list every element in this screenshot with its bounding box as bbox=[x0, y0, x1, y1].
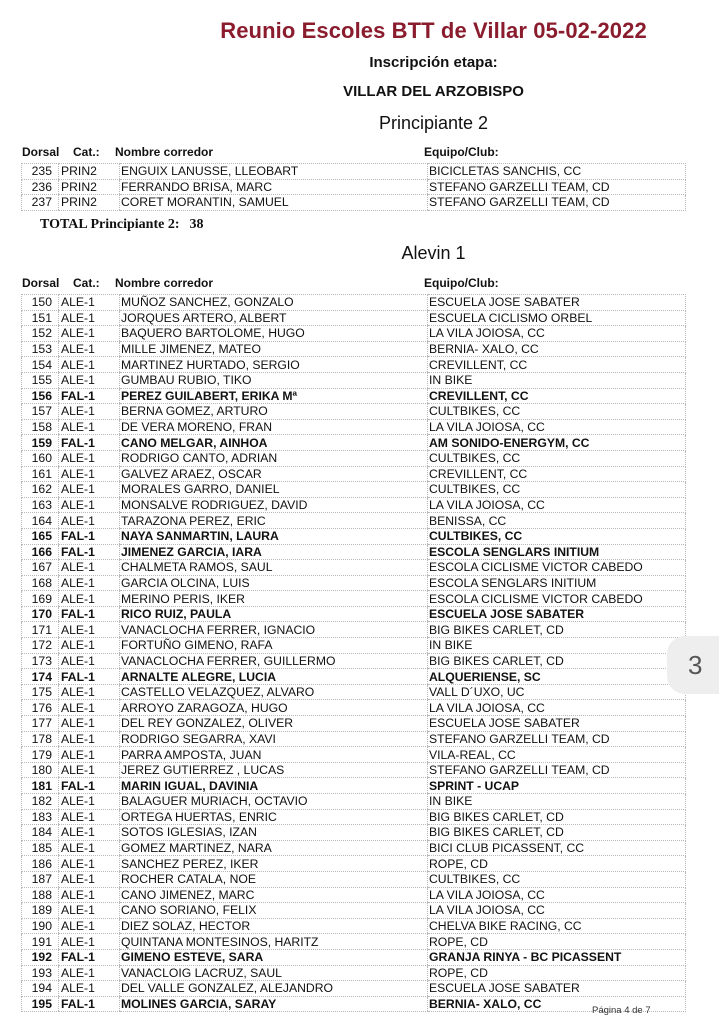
rider-name-cell: DE VERA MORENO, FRAN bbox=[120, 419, 428, 435]
rider-name-cell: DIEZ SOLAZ, HECTOR bbox=[120, 918, 428, 934]
rider-name-cell: RODRIGO CANTO, ADRIAN bbox=[120, 450, 428, 466]
category-cell: ALE-1 bbox=[59, 981, 120, 997]
category-cell: ALE-1 bbox=[59, 825, 120, 841]
category-cell: ALE-1 bbox=[59, 700, 120, 716]
category-cell: ALE-1 bbox=[59, 903, 120, 919]
dorsal-cell: 191 bbox=[22, 934, 59, 950]
category-cell: ALE-1 bbox=[59, 762, 120, 778]
dorsal-cell: 183 bbox=[22, 809, 59, 825]
club-cell: LA VILA JOIOSA, CC bbox=[428, 419, 686, 435]
document-title: Reunio Escoles BTT de Villar 05-02-2022 bbox=[220, 18, 647, 43]
dorsal-cell: 237 bbox=[22, 195, 59, 211]
category-cell: ALE-1 bbox=[59, 560, 120, 576]
club-cell: STEFANO GARZELLI TEAM, CD bbox=[428, 179, 686, 195]
category-cell: ALE-1 bbox=[59, 575, 120, 591]
table-row bbox=[22, 310, 686, 326]
club-cell: BICICLETAS SANCHIS, CC bbox=[428, 164, 686, 180]
dorsal-cell: 190 bbox=[22, 918, 59, 934]
category-cell: ALE-1 bbox=[59, 310, 120, 326]
header-cat: Cat.: bbox=[73, 145, 100, 159]
club-cell: ESCUELA JOSE SABATER bbox=[428, 295, 686, 311]
club-cell: CREVILLENT, CC bbox=[428, 466, 686, 482]
header-dorsal: Dorsal bbox=[22, 276, 60, 290]
header-club: Equipo/Club: bbox=[424, 145, 499, 159]
club-cell: LA VILA JOIOSA, CC bbox=[428, 497, 686, 513]
table-row bbox=[22, 871, 686, 887]
table-row bbox=[22, 747, 686, 763]
category-cell: ALE-1 bbox=[59, 622, 120, 638]
club-cell: ROPE, CD bbox=[428, 934, 686, 950]
rider-name-cell: TARAZONA PEREZ, ERIC bbox=[120, 513, 428, 529]
riders-table-principiante-2 bbox=[21, 163, 686, 211]
table-row bbox=[22, 497, 686, 513]
table-row bbox=[22, 762, 686, 778]
club-cell: LA VILA JOIOSA, CC bbox=[428, 326, 686, 342]
club-cell: STEFANO GARZELLI TEAM, CD bbox=[428, 731, 686, 747]
rider-name-cell: RODRIGO SEGARRA, XAVI bbox=[120, 731, 428, 747]
category-cell: ALE-1 bbox=[59, 794, 120, 810]
rider-name-cell: MOLINES GARCIA, SARAY bbox=[120, 996, 428, 1012]
rider-name-cell: FORTUÑO GIMENO, RAFA bbox=[120, 638, 428, 654]
dorsal-cell: 188 bbox=[22, 887, 59, 903]
club-cell: IN BIKE bbox=[428, 372, 686, 388]
club-cell: LA VILA JOIOSA, CC bbox=[428, 903, 686, 919]
rider-name-cell: CANO SORIANO, FELIX bbox=[120, 903, 428, 919]
category-cell: ALE-1 bbox=[59, 357, 120, 373]
dorsal-cell: 150 bbox=[22, 295, 59, 311]
dorsal-cell: 164 bbox=[22, 513, 59, 529]
table-row bbox=[22, 949, 686, 965]
club-cell: ESCOLA SENGLARS INITIUM bbox=[428, 544, 686, 560]
dorsal-cell: 157 bbox=[22, 404, 59, 420]
category-cell: ALE-1 bbox=[59, 840, 120, 856]
club-cell: STEFANO GARZELLI TEAM, CD bbox=[428, 195, 686, 211]
category-cell: ALE-1 bbox=[59, 482, 120, 498]
rider-name-cell: PEREZ GUILABERT, ERIKA Mª bbox=[120, 388, 428, 404]
dorsal-cell: 236 bbox=[22, 179, 59, 195]
table-row bbox=[22, 996, 686, 1012]
club-cell: ESCUELA JOSE SABATER bbox=[428, 981, 686, 997]
rider-name-cell: MORALES GARRO, DANIEL bbox=[120, 482, 428, 498]
dorsal-cell: 156 bbox=[22, 388, 59, 404]
total-label: TOTAL Principiante 2: bbox=[40, 217, 180, 232]
table-row bbox=[22, 622, 686, 638]
rider-name-cell: MONSALVE RODRIGUEZ, DAVID bbox=[120, 497, 428, 513]
table-row bbox=[22, 179, 686, 195]
club-cell: BENISSA, CC bbox=[428, 513, 686, 529]
rider-name-cell: CORET MORANTIN, SAMUEL bbox=[120, 195, 428, 211]
rider-name-cell: CANO JIMENEZ, MARC bbox=[120, 887, 428, 903]
dorsal-cell: 180 bbox=[22, 762, 59, 778]
table-row bbox=[22, 700, 686, 716]
dorsal-cell: 162 bbox=[22, 482, 59, 498]
club-cell: CULTBIKES, CC bbox=[428, 871, 686, 887]
dorsal-cell: 193 bbox=[22, 965, 59, 981]
rider-name-cell: VANACLOCHA FERRER, IGNACIO bbox=[120, 622, 428, 638]
club-cell: ESCUELA CICLISMO ORBEL bbox=[428, 310, 686, 326]
category-cell: ALE-1 bbox=[59, 684, 120, 700]
dorsal-cell: 160 bbox=[22, 450, 59, 466]
category-cell: ALE-1 bbox=[59, 404, 120, 420]
club-cell: CULTBIKES, CC bbox=[428, 450, 686, 466]
category-cell: FAL-1 bbox=[59, 435, 120, 451]
table-row bbox=[22, 965, 686, 981]
dorsal-cell: 235 bbox=[22, 164, 59, 180]
dorsal-cell: 173 bbox=[22, 653, 59, 669]
table-row bbox=[22, 716, 686, 732]
rider-name-cell: RICO RUIZ, PAULA bbox=[120, 606, 428, 622]
table-row bbox=[22, 404, 686, 420]
club-cell: CULTBIKES, CC bbox=[428, 528, 686, 544]
category-cell: ALE-1 bbox=[59, 295, 120, 311]
table-row bbox=[22, 164, 686, 180]
rider-name-cell: ARNALTE ALEGRE, LUCIA bbox=[120, 669, 428, 685]
rider-name-cell: MARTINEZ HURTADO, SERGIO bbox=[120, 357, 428, 373]
category-cell: ALE-1 bbox=[59, 497, 120, 513]
rider-name-cell: FERRANDO BRISA, MARC bbox=[120, 179, 428, 195]
stage-name: VILLAR DEL ARZOBISPO bbox=[343, 83, 524, 100]
club-cell: BICI CLUB PICASSENT, CC bbox=[428, 840, 686, 856]
dorsal-cell: 174 bbox=[22, 669, 59, 685]
dorsal-cell: 171 bbox=[22, 622, 59, 638]
table-row bbox=[22, 903, 686, 919]
total-value: 38 bbox=[189, 217, 204, 232]
dorsal-cell: 182 bbox=[22, 794, 59, 810]
table-row bbox=[22, 195, 686, 211]
table-row bbox=[22, 794, 686, 810]
category-cell: ALE-1 bbox=[59, 466, 120, 482]
category-cell: ALE-1 bbox=[59, 731, 120, 747]
dorsal-cell: 195 bbox=[22, 996, 59, 1012]
table-row bbox=[22, 778, 686, 794]
club-cell: BIG BIKES CARLET, CD bbox=[428, 825, 686, 841]
category-cell: ALE-1 bbox=[59, 809, 120, 825]
rider-name-cell: GIMENO ESTEVE, SARA bbox=[120, 949, 428, 965]
club-cell: CREVILLENT, CC bbox=[428, 388, 686, 404]
table-row bbox=[22, 388, 686, 404]
table-row bbox=[22, 606, 686, 622]
club-cell: BERNIA- XALO, CC bbox=[428, 341, 686, 357]
club-cell: CULTBIKES, CC bbox=[428, 482, 686, 498]
table-row bbox=[22, 357, 686, 373]
page-number: Página 4 de 7 bbox=[592, 1005, 651, 1016]
category-cell: ALE-1 bbox=[59, 965, 120, 981]
category-cell: PRIN2 bbox=[59, 195, 120, 211]
dorsal-cell: 159 bbox=[22, 435, 59, 451]
rider-name-cell: SANCHEZ PEREZ, IKER bbox=[120, 856, 428, 872]
rider-name-cell: ORTEGA HUERTAS, ENRIC bbox=[120, 809, 428, 825]
category-cell: ALE-1 bbox=[59, 326, 120, 342]
rider-name-cell: BALAGUER MURIACH, OCTAVIO bbox=[120, 794, 428, 810]
dorsal-cell: 175 bbox=[22, 684, 59, 700]
table-row bbox=[22, 435, 686, 451]
club-cell: BERNIA- XALO, CC bbox=[428, 996, 686, 1012]
table-row bbox=[22, 482, 686, 498]
riders-table-alevin-1 bbox=[21, 294, 686, 1012]
dorsal-cell: 194 bbox=[22, 981, 59, 997]
category-cell: ALE-1 bbox=[59, 747, 120, 763]
dorsal-cell: 151 bbox=[22, 310, 59, 326]
table-row bbox=[22, 295, 686, 311]
club-cell: IN BIKE bbox=[428, 638, 686, 654]
dorsal-cell: 163 bbox=[22, 497, 59, 513]
club-cell: ESCOLA CICLISME VICTOR CABEDO bbox=[428, 591, 686, 607]
category-cell: ALE-1 bbox=[59, 871, 120, 887]
dorsal-cell: 184 bbox=[22, 825, 59, 841]
rider-name-cell: DEL VALLE GONZALEZ, ALEJANDRO bbox=[120, 981, 428, 997]
dorsal-cell: 179 bbox=[22, 747, 59, 763]
category-cell: ALE-1 bbox=[59, 934, 120, 950]
dorsal-cell: 154 bbox=[22, 357, 59, 373]
rider-name-cell: GUMBAU RUBIO, TIKO bbox=[120, 372, 428, 388]
dorsal-cell: 158 bbox=[22, 419, 59, 435]
dorsal-cell: 189 bbox=[22, 903, 59, 919]
dorsal-cell: 185 bbox=[22, 840, 59, 856]
category-cell: ALE-1 bbox=[59, 419, 120, 435]
dorsal-cell: 166 bbox=[22, 544, 59, 560]
dorsal-cell: 161 bbox=[22, 466, 59, 482]
dorsal-cell: 176 bbox=[22, 700, 59, 716]
club-cell: SPRINT - UCAP bbox=[428, 778, 686, 794]
rider-name-cell: MILLE JIMENEZ, MATEO bbox=[120, 341, 428, 357]
table-row bbox=[22, 544, 686, 560]
header-dorsal: Dorsal bbox=[22, 145, 60, 159]
club-cell: ROPE, CD bbox=[428, 965, 686, 981]
dorsal-cell: 167 bbox=[22, 560, 59, 576]
rider-name-cell: PARRA AMPOSTA, JUAN bbox=[120, 747, 428, 763]
rider-name-cell: BERNA GOMEZ, ARTURO bbox=[120, 404, 428, 420]
club-cell: IN BIKE bbox=[428, 794, 686, 810]
category-cell: ALE-1 bbox=[59, 856, 120, 872]
table-row bbox=[22, 731, 686, 747]
table-row bbox=[22, 575, 686, 591]
table-row bbox=[22, 466, 686, 482]
header-name: Nombre corredor bbox=[115, 145, 214, 159]
club-cell: BIG BIKES CARLET, CD bbox=[428, 653, 686, 669]
club-cell: ESCOLA CICLISME VICTOR CABEDO bbox=[428, 560, 686, 576]
club-cell: ESCUELA JOSE SABATER bbox=[428, 716, 686, 732]
dorsal-cell: 186 bbox=[22, 856, 59, 872]
category-cell: FAL-1 bbox=[59, 606, 120, 622]
club-cell: ROPE, CD bbox=[428, 856, 686, 872]
rider-name-cell: MERINO PERIS, IKER bbox=[120, 591, 428, 607]
club-cell: BIG BIKES CARLET, CD bbox=[428, 622, 686, 638]
category-cell: ALE-1 bbox=[59, 341, 120, 357]
table-row bbox=[22, 856, 686, 872]
table-row bbox=[22, 934, 686, 950]
dorsal-cell: 170 bbox=[22, 606, 59, 622]
category-cell: FAL-1 bbox=[59, 949, 120, 965]
rider-name-cell: GALVEZ ARAEZ, OSCAR bbox=[120, 466, 428, 482]
section-total bbox=[40, 217, 204, 233]
club-cell: ESCOLA SENGLARS INITIUM bbox=[428, 575, 686, 591]
rider-name-cell: MUÑOZ SANCHEZ, GONZALO bbox=[120, 295, 428, 311]
section-title-alevin-1: Alevin 1 bbox=[401, 243, 466, 263]
category-cell: FAL-1 bbox=[59, 778, 120, 794]
rider-name-cell: GOMEZ MARTINEZ, NARA bbox=[120, 840, 428, 856]
category-cell: ALE-1 bbox=[59, 591, 120, 607]
table-row bbox=[22, 887, 686, 903]
club-cell: CULTBIKES, CC bbox=[428, 404, 686, 420]
table-row bbox=[22, 450, 686, 466]
table-row bbox=[22, 840, 686, 856]
table-row bbox=[22, 326, 686, 342]
dorsal-cell: 172 bbox=[22, 638, 59, 654]
table-row bbox=[22, 419, 686, 435]
dorsal-cell: 155 bbox=[22, 372, 59, 388]
category-cell: ALE-1 bbox=[59, 887, 120, 903]
category-cell: PRIN2 bbox=[59, 179, 120, 195]
category-cell: FAL-1 bbox=[59, 669, 120, 685]
dorsal-cell: 153 bbox=[22, 341, 59, 357]
club-cell: BIG BIKES CARLET, CD bbox=[428, 809, 686, 825]
table-row bbox=[22, 372, 686, 388]
category-cell: FAL-1 bbox=[59, 996, 120, 1012]
dorsal-cell: 165 bbox=[22, 528, 59, 544]
club-cell: CHELVA BIKE RACING, CC bbox=[428, 918, 686, 934]
club-cell: LA VILA JOIOSA, CC bbox=[428, 700, 686, 716]
dorsal-cell: 178 bbox=[22, 731, 59, 747]
dorsal-cell: 177 bbox=[22, 716, 59, 732]
page-badge[interactable]: 3 bbox=[667, 636, 719, 694]
club-cell: CREVILLENT, CC bbox=[428, 357, 686, 373]
header-cat: Cat.: bbox=[73, 276, 100, 290]
club-cell: AM SONIDO-ENERGYM, CC bbox=[428, 435, 686, 451]
rider-name-cell: JORQUES ARTERO, ALBERT bbox=[120, 310, 428, 326]
table-row bbox=[22, 638, 686, 654]
dorsal-cell: 169 bbox=[22, 591, 59, 607]
table-row bbox=[22, 528, 686, 544]
rider-name-cell: CHALMETA RAMOS, SAUL bbox=[120, 560, 428, 576]
category-cell: ALE-1 bbox=[59, 653, 120, 669]
dorsal-cell: 192 bbox=[22, 949, 59, 965]
club-cell: VILA-REAL, CC bbox=[428, 747, 686, 763]
rider-name-cell: VANACLOIG LACRUZ, SAUL bbox=[120, 965, 428, 981]
table-row bbox=[22, 684, 686, 700]
category-cell: FAL-1 bbox=[59, 528, 120, 544]
club-cell: VALL D´UXO, UC bbox=[428, 684, 686, 700]
dorsal-cell: 181 bbox=[22, 778, 59, 794]
document-subtitle: Inscripción etapa: bbox=[369, 54, 498, 71]
table-row bbox=[22, 981, 686, 997]
table-row bbox=[22, 669, 686, 685]
rider-name-cell: ENGUIX LANUSSE, LLEOBART bbox=[120, 164, 428, 180]
table-row bbox=[22, 560, 686, 576]
table-row bbox=[22, 918, 686, 934]
category-cell: ALE-1 bbox=[59, 918, 120, 934]
rider-name-cell: VANACLOCHA FERRER, GUILLERMO bbox=[120, 653, 428, 669]
category-cell: ALE-1 bbox=[59, 372, 120, 388]
rider-name-cell: QUINTANA MONTESINOS, HARITZ bbox=[120, 934, 428, 950]
table-row bbox=[22, 653, 686, 669]
table-row bbox=[22, 825, 686, 841]
club-cell: GRANJA RINYA - BC PICASSENT bbox=[428, 949, 686, 965]
section-title-principiante-2: Principiante 2 bbox=[378, 113, 489, 133]
rider-name-cell: MARIN IGUAL, DAVINIA bbox=[120, 778, 428, 794]
category-cell: ALE-1 bbox=[59, 716, 120, 732]
table-row bbox=[22, 513, 686, 529]
dorsal-cell: 168 bbox=[22, 575, 59, 591]
club-cell: STEFANO GARZELLI TEAM, CD bbox=[428, 762, 686, 778]
category-cell: ALE-1 bbox=[59, 450, 120, 466]
rider-name-cell: ARROYO ZARAGOZA, HUGO bbox=[120, 700, 428, 716]
rider-name-cell: CASTELLO VELAZQUEZ, ALVARO bbox=[120, 684, 428, 700]
dorsal-cell: 152 bbox=[22, 326, 59, 342]
table-row bbox=[22, 591, 686, 607]
rider-name-cell: SOTOS IGLESIAS, IZAN bbox=[120, 825, 428, 841]
table-row bbox=[22, 809, 686, 825]
dorsal-cell: 187 bbox=[22, 871, 59, 887]
category-cell: ALE-1 bbox=[59, 638, 120, 654]
rider-name-cell: JIMENEZ GARCIA, IARA bbox=[120, 544, 428, 560]
rider-name-cell: DEL REY GONZALEZ, OLIVER bbox=[120, 716, 428, 732]
rider-name-cell: JEREZ GUTIERREZ , LUCAS bbox=[120, 762, 428, 778]
header-club: Equipo/Club: bbox=[424, 276, 499, 290]
category-cell: PRIN2 bbox=[59, 164, 120, 180]
club-cell: LA VILA JOIOSA, CC bbox=[428, 887, 686, 903]
category-cell: FAL-1 bbox=[59, 388, 120, 404]
rider-name-cell: GARCIA OLCINA, LUIS bbox=[120, 575, 428, 591]
header-name: Nombre corredor bbox=[115, 276, 214, 290]
rider-name-cell: NAYA SANMARTIN, LAURA bbox=[120, 528, 428, 544]
club-cell: ALQUERIENSE, SC bbox=[428, 669, 686, 685]
category-cell: FAL-1 bbox=[59, 544, 120, 560]
rider-name-cell: ROCHER CATALA, NOE bbox=[120, 871, 428, 887]
rider-name-cell: CANO MELGAR, AINHOA bbox=[120, 435, 428, 451]
rider-name-cell: BAQUERO BARTOLOME, HUGO bbox=[120, 326, 428, 342]
table-row bbox=[22, 341, 686, 357]
club-cell: ESCUELA JOSE SABATER bbox=[428, 606, 686, 622]
category-cell: ALE-1 bbox=[59, 513, 120, 529]
